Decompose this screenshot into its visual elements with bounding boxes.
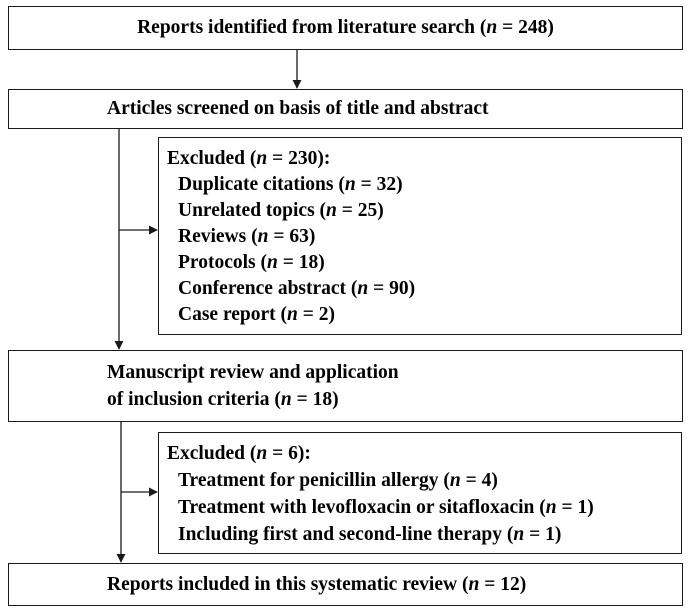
- manuscript-review-line2: of inclusion criteria (n = 18): [107, 389, 339, 410]
- excluded-reason-penicillin-allergy: Treatment for penicillin allergy (n = 4): [178, 470, 498, 491]
- box-reports-identified: [8, 6, 683, 50]
- reports-identified-text: Reports identified from literature search (n = 248): [137, 17, 554, 38]
- box-reports-included: [8, 563, 683, 606]
- excluded-reason-unrelated-topics: Unrelated topics (n = 25): [178, 200, 384, 221]
- excluded-reason-first-second-line: Including first and second-line therapy (n = 1): [178, 524, 562, 545]
- excluded-reason-levofloxacin-sitafloxacin: Treatment with levofloxacin or sitafloxacin (n = 1): [178, 497, 594, 518]
- excluded-reason-duplicate-citations: Duplicate citations (n = 32): [178, 174, 403, 195]
- excluded-reason-conference-abstract: Conference abstract (n = 90): [178, 278, 416, 299]
- excluded-screening-heading: Excluded (n = 230):: [167, 148, 331, 169]
- box-excluded-full-text: [158, 432, 682, 554]
- manuscript-review-line1: Manuscript review and application: [107, 362, 399, 383]
- articles-screened-text: Articles screened on basis of title and abstract: [107, 98, 489, 119]
- box-articles-screened: [8, 89, 683, 129]
- excluded-reason-protocols: Protocols (n = 18): [178, 252, 325, 273]
- reports-included-text: Reports included in this systematic review (n = 12): [107, 574, 527, 595]
- excluded-full-text-heading: Excluded (n = 6):: [167, 443, 311, 464]
- box-manuscript-review: [8, 350, 683, 422]
- excluded-reason-reviews: Reviews (n = 63): [178, 226, 316, 247]
- box-excluded-screening: [158, 137, 682, 335]
- excluded-reason-case-report: Case report (n = 2): [178, 304, 336, 325]
